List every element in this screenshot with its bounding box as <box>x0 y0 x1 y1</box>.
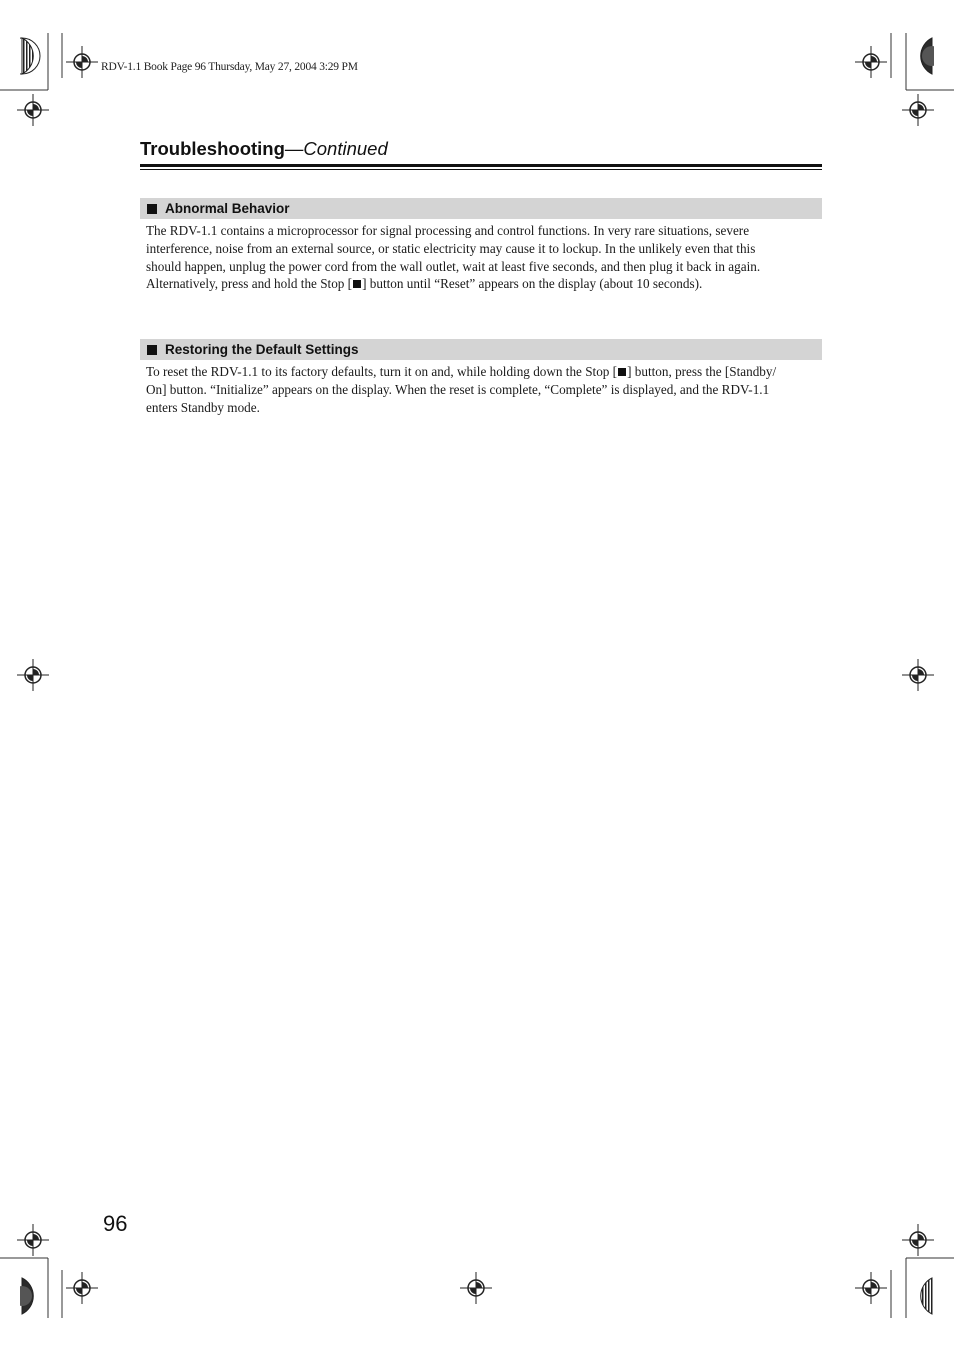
color-calibration-wheel-icon <box>910 36 934 76</box>
registration-crosshair-icon <box>902 94 934 126</box>
body-line: On] button. “Initialize” appears on the display. When the reset is complete, “Complete” is displayed, and the RDV-1.1 <box>146 381 770 397</box>
black-square-icon <box>147 345 157 355</box>
registration-crosshair-icon <box>902 1224 934 1256</box>
color-calibration-wheel-icon <box>910 1276 934 1316</box>
registration-crosshair-icon <box>902 659 934 691</box>
section-heading-abnormal-behavior <box>140 198 822 219</box>
title-rule-thin <box>140 169 822 170</box>
section-heading-label: Restoring the Default Settings <box>165 342 359 357</box>
body-line: enters Standby mode. <box>146 399 260 415</box>
title-rule-thick <box>140 164 822 167</box>
body-line: interference, noise from an external source, or static electricity may cause it to lockup. In the unlikely even that this <box>146 240 756 256</box>
registration-crosshair-icon <box>17 94 49 126</box>
registration-crosshair-icon <box>460 1272 492 1304</box>
color-calibration-wheel-icon <box>20 1276 44 1316</box>
body-line-part: ] button, press the [Standby/ <box>627 364 777 379</box>
section-heading-restoring-default-settings <box>140 339 822 360</box>
body-line: The RDV-1.1 contains a microprocessor for signal processing and control functions. In very rare situations, severe <box>146 223 750 238</box>
body-line-part: ] button until “Reset” appears on the display (about 10 seconds). <box>362 276 703 292</box>
registration-crosshair-icon <box>855 46 887 78</box>
section-heading-label: Abnormal Behavior <box>165 201 290 216</box>
registration-crosshair-icon <box>855 1272 887 1304</box>
registration-crosshair-icon <box>17 659 49 691</box>
registration-crosshair-icon <box>66 1272 98 1304</box>
color-calibration-wheel-icon <box>20 36 44 76</box>
page-title-continued: —Continued <box>284 138 388 159</box>
body-line-part: To reset the RDV-1.1 to its factory defaults, turn it on and, while holding down the Stop [ <box>146 364 618 379</box>
body-line: should happen, unplug the power cord from the wall outlet, wait at least five seconds, and then plug it back in again. <box>146 258 761 274</box>
body-line-part: Alternatively, press and hold the Stop [ <box>146 276 353 292</box>
section-body-abnormal-behavior <box>146 222 822 293</box>
body-line <box>146 275 822 293</box>
print-header: RDV-1.1 Book Page 96 Thursday, May 27, 2004 3:29 PM <box>101 61 358 73</box>
page-number: 96 <box>103 1211 128 1236</box>
black-square-icon <box>147 204 157 214</box>
section-body-restoring-default-settings <box>146 363 822 416</box>
stop-square-icon <box>353 280 361 288</box>
page-title-main: Troubleshooting <box>140 138 285 159</box>
registration-crosshair-icon <box>66 46 98 78</box>
page-title <box>140 138 388 160</box>
body-line <box>146 363 822 381</box>
stop-square-icon <box>618 368 626 376</box>
registration-crosshair-icon <box>17 1224 49 1256</box>
